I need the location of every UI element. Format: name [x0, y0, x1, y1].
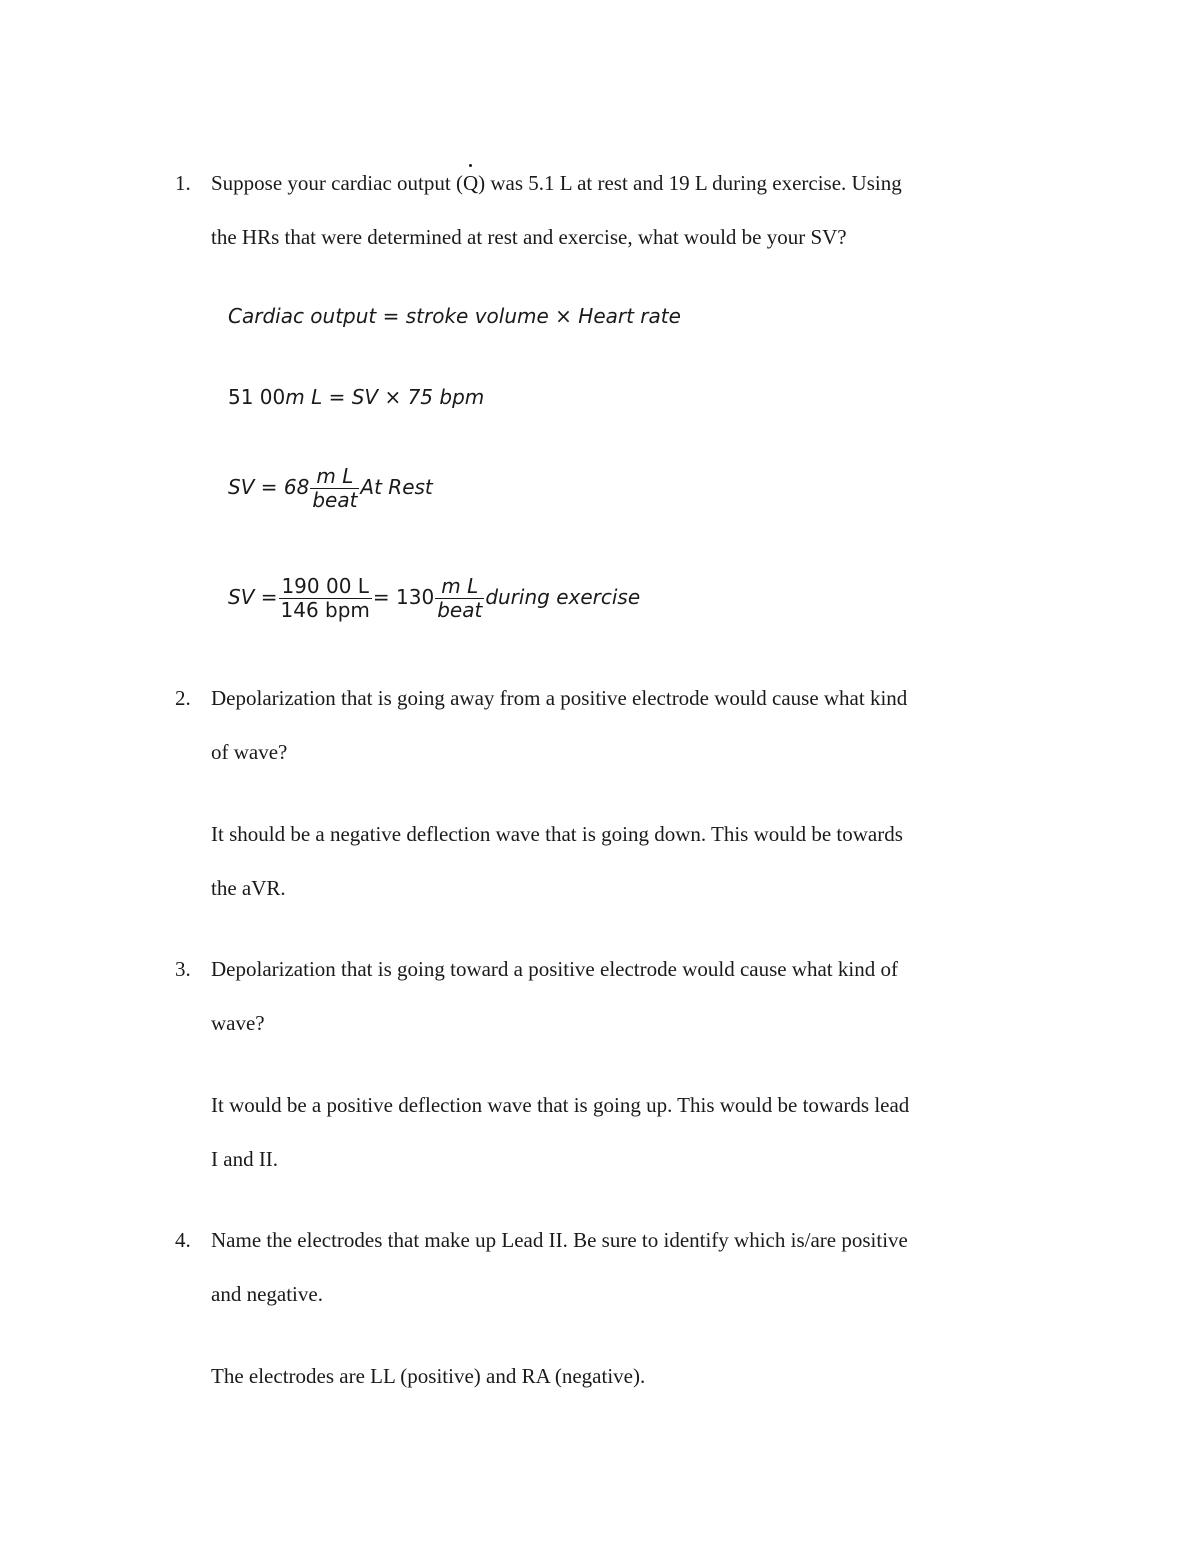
equation-cardiac-output: Cardiac output = stroke volume × Heart rate	[228, 304, 681, 328]
question-number: 1.	[175, 171, 191, 195]
answer-line: the aVR.	[211, 876, 286, 900]
fraction-output-per-hr: $\frac{190 00 L}{\text{146 bpm}}$	[280, 574, 370, 622]
equation-sv-exercise: SV = $\frac{190 00 L}{\text{146 bpm}}$ = 130 $\frac{\text{m L}}{\text{beat}}$ during exercise	[228, 574, 641, 622]
question-text-line2: of wave?	[211, 740, 288, 764]
question-number: 4.	[175, 1228, 191, 1252]
question-3	[175, 942, 1075, 1050]
answer-line: It would be a positive deflection wave that is going up. This would be towards lead	[211, 1093, 910, 1117]
question-number: 3.	[175, 957, 191, 981]
fraction-ml-per-beat: $\frac{\text{m L}}{\text{beat}}$	[312, 464, 358, 512]
question-text: Depolarization that is going toward a positive electrode would cause what kind of	[211, 957, 898, 981]
equation-sv-rest: SV = 68 $\frac{\text{m L}}{\text{beat}}$ At Rest	[228, 464, 433, 512]
cardiac-output-symbol: Q	[463, 156, 478, 210]
question-text-line2: and negative.	[211, 1282, 323, 1306]
question-4	[175, 1213, 1075, 1321]
answer-3	[211, 1078, 1071, 1186]
question-text: Suppose your cardiac output (Q) was 5.1 L at rest and 19 L during exercise. Using	[211, 156, 1075, 210]
equation-rest-output: 51 00m L = SV × 75 bpm	[228, 385, 485, 409]
fraction-ml-per-beat: $\frac{\text{m L}}{\text{beat}}$	[437, 574, 483, 622]
question-text-line2: the HRs that were determined at rest and exercise, what would be your SV?	[211, 225, 847, 249]
answer-line: I and II.	[211, 1147, 279, 1171]
question-text: Name the electrodes that make up Lead II. Be sure to identify which is/are positive	[211, 1228, 908, 1252]
answer-2	[211, 807, 1071, 915]
answer-line: It should be a negative deflection wave that is going down. This would be towards	[211, 822, 903, 846]
answer-line: The electrodes are LL (positive) and RA (negative).	[211, 1364, 646, 1388]
question-2	[175, 671, 1075, 779]
question-text-line2: wave?	[211, 1011, 265, 1035]
question-1	[175, 156, 1075, 264]
question-text: Depolarization that is going away from a positive electrode would cause what kind	[211, 686, 908, 710]
answer-4	[211, 1349, 1071, 1403]
question-number: 2.	[175, 686, 191, 710]
